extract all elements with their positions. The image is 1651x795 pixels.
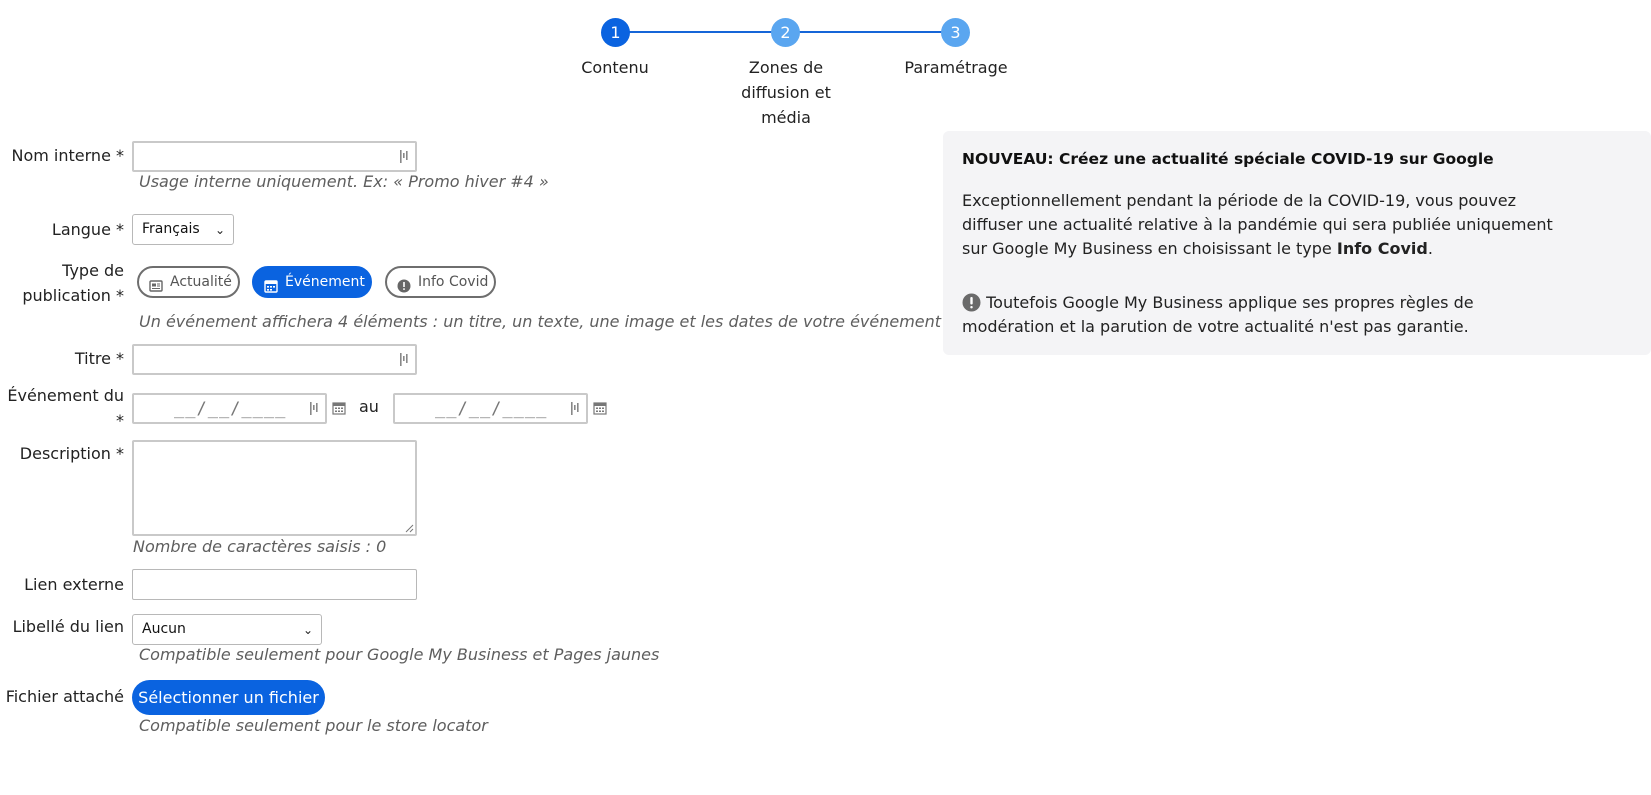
chevron-down-icon: ⌄ xyxy=(302,623,313,637)
panel-paragraph-1-text: Exceptionnellement pendant la période de la COVID-19, vous pouvez diffuser une actualité relative à la pandémie qui sera publiée uniquement sur Google My Business en choisissant le type xyxy=(962,191,1553,258)
description-label: Description * xyxy=(19,444,124,463)
event-dates-label: Événement du * xyxy=(7,386,124,430)
resize-handle-icon[interactable] xyxy=(405,524,414,533)
internal-name-hint: Usage interne uniquement. Ex: « Promo hiver #4 » xyxy=(139,172,549,191)
external-link-label: Lien externe xyxy=(24,575,124,594)
type-actualite-chip[interactable] xyxy=(137,266,240,298)
event-start-date-placeholder: __/__/____ xyxy=(174,399,287,419)
type-info-covid-chip[interactable] xyxy=(385,266,496,298)
event-end-date-input[interactable] xyxy=(393,393,588,424)
link-label-hint: Compatible seulement pour Google My Business et Pages jaunes xyxy=(139,645,660,664)
step-1-circle[interactable]: 1 xyxy=(601,18,630,47)
text-cursor-icon xyxy=(309,401,319,416)
exclamation-circle-icon xyxy=(962,293,981,312)
title-input[interactable] xyxy=(132,344,417,375)
attachment-hint: Compatible seulement pour le store locator xyxy=(139,716,488,735)
type-evenement-chip[interactable] xyxy=(252,266,372,298)
panel-paragraph-2 xyxy=(962,291,1562,339)
text-cursor-icon xyxy=(399,352,409,367)
panel-paragraph-1-end: . xyxy=(1427,239,1433,258)
newspaper-icon xyxy=(149,275,163,289)
date-range-separator: au xyxy=(359,397,379,416)
language-label: Langue * xyxy=(51,220,124,239)
internal-name-input[interactable] xyxy=(132,141,417,172)
link-label-label: Libellé du lien xyxy=(12,617,124,636)
language-select[interactable] xyxy=(132,214,234,245)
type-evenement-label: Événement xyxy=(285,274,365,290)
external-link-input[interactable] xyxy=(132,569,417,600)
attachment-label: Fichier attaché xyxy=(5,687,124,706)
language-selected: Français xyxy=(142,221,200,237)
panel-info-covid-bold: Info Covid xyxy=(1336,239,1428,258)
calendar-icon[interactable] xyxy=(593,400,607,414)
title-label: Titre * xyxy=(74,349,124,368)
step-3-circle[interactable]: 3 xyxy=(941,18,970,47)
type-info-covid-label: Info Covid xyxy=(418,274,489,290)
text-cursor-icon xyxy=(399,149,409,164)
internal-name-label: Nom interne * xyxy=(11,146,124,165)
covid-info-panel xyxy=(943,131,1651,355)
description-counter: Nombre de caractères saisis : 0 xyxy=(133,537,387,556)
info-icon xyxy=(397,275,411,289)
step-2-circle[interactable]: 2 xyxy=(771,18,800,47)
step-3-label: Paramétrage xyxy=(904,58,1008,77)
link-label-select[interactable] xyxy=(132,614,322,645)
link-label-selected: Aucun xyxy=(142,621,186,637)
step-2-label: Zones de diffusion et média xyxy=(741,58,831,127)
event-start-date-input[interactable] xyxy=(132,393,327,424)
publication-type-label: Type de publication * xyxy=(22,261,124,305)
calendar-icon xyxy=(264,275,278,289)
description-textarea[interactable] xyxy=(132,440,417,536)
panel-paragraph-1 xyxy=(962,189,1562,261)
text-cursor-icon xyxy=(570,401,580,416)
step-1-label: Contenu xyxy=(581,58,649,77)
event-end-date-placeholder: __/__/____ xyxy=(435,399,548,419)
panel-paragraph-2-text: Toutefois Google My Business applique ses propres règles de modération et la parution de votre actualité n'est pas garantie. xyxy=(962,293,1474,336)
chevron-down-icon: ⌄ xyxy=(214,223,225,237)
type-actualite-label: Actualité xyxy=(170,274,232,290)
publication-type-hint: Un événement affichera 4 éléments : un titre, un texte, une image et les dates de votre événement xyxy=(139,312,942,331)
panel-title: NOUVEAU: Créez une actualité spéciale COVID-19 sur Google xyxy=(962,150,1494,168)
select-file-button[interactable]: Sélectionner un fichier xyxy=(132,680,325,715)
calendar-icon[interactable] xyxy=(332,400,346,414)
